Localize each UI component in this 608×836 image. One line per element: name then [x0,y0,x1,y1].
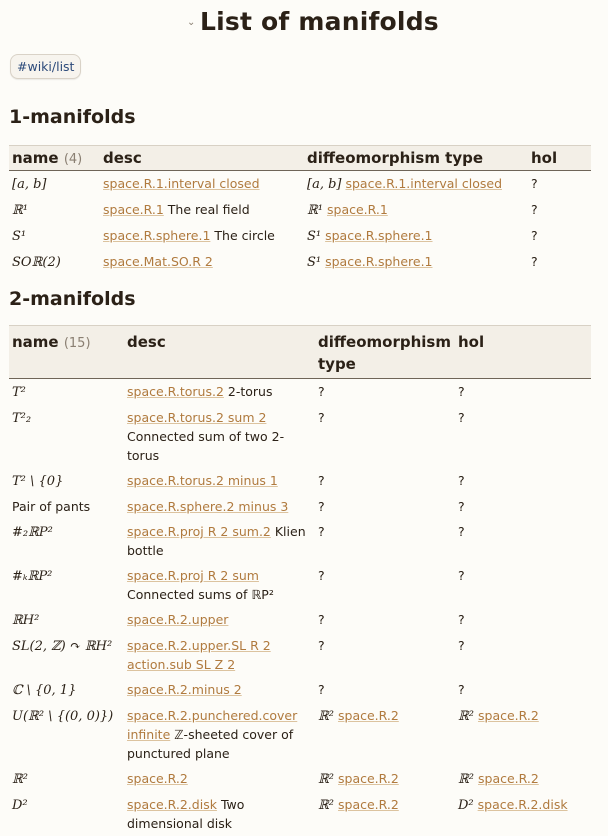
diff-unknown: ? [318,638,325,653]
name-cell [9,494,124,519]
table-2-manifolds [9,325,591,836]
desc-link[interactable]: space.R.1.interval closed [103,176,260,191]
table-1-manifolds [9,145,591,275]
manifold-name: ℝ² [12,772,29,787]
diff-math: [a, b] [307,177,342,192]
manifold-name: T² [12,385,26,400]
diff-link[interactable]: space.R.1 [327,202,388,217]
table-row [9,563,591,607]
table-row [9,494,591,519]
diffeomorphism-cell [315,703,455,766]
desc-text: The real field [167,202,250,217]
hol-value: ? [531,254,538,269]
diff-link[interactable]: space.R.2 [338,708,399,723]
table-row [9,519,591,563]
hol-cell [528,249,591,275]
hol-link[interactable]: space.R.2.disk [477,797,568,812]
col-desc-header[interactable]: desc [124,326,315,379]
diff-unknown: ? [318,473,325,488]
desc-link[interactable]: space.R.torus.2 sum 2 [127,410,267,425]
desc-cell [124,405,315,468]
name-cell [9,677,124,703]
hol-value: ? [458,384,465,399]
diff-link[interactable]: space.R.2 [338,797,399,812]
desc-cell [124,494,315,519]
col-name-header[interactable]: name (4) [9,146,100,171]
hol-cell [455,468,591,494]
desc-text: Connected sums of ℝP² [127,587,274,602]
manifold-name: [a, b] [12,177,47,192]
hol-value: ? [458,473,465,488]
name-cell [9,405,124,468]
diff-math: ℝ¹ [307,203,324,218]
hol-value: ? [458,682,465,697]
diffeomorphism-cell [315,494,455,519]
manifold-name: D² [12,798,28,813]
hol-value: ? [458,499,465,514]
hol-cell [455,379,591,406]
diffeomorphism-cell [304,249,528,275]
diffeomorphism-cell [304,171,528,198]
desc-text: Two dimensional disk [127,797,245,831]
desc-link[interactable]: space.R.sphere.2 minus 3 [127,499,289,514]
table-row [9,223,591,249]
hol-cell [528,171,591,198]
diff-unknown: ? [318,410,325,425]
name-cell [9,792,124,836]
hol-math: ℝ² [458,709,475,724]
row-count: (4) [63,152,83,167]
desc-link[interactable]: space.R.1 [103,202,164,217]
diffeomorphism-cell [315,633,455,677]
hol-value: ? [531,228,538,243]
desc-link[interactable]: space.R.2.punchered.cover infinite [127,708,298,742]
desc-text: ℤ-sheeted cover of punctured plane [127,727,294,761]
diffeomorphism-cell [315,792,455,836]
manifold-name: ℝH² [12,613,40,628]
col-diffeomorphism-header[interactable]: diffeomorphism type [315,326,455,379]
manifold-name: Pair of pants [12,499,91,514]
diffeomorphism-cell [315,607,455,633]
col-diffeomorphism-header[interactable]: diffeomorphism type [304,146,528,171]
col-desc-header[interactable]: desc [100,146,304,171]
hol-value: ? [458,638,465,653]
hol-value: ? [531,202,538,217]
hol-cell [455,563,591,607]
section-heading-2-manifolds: 2-manifolds [9,288,136,310]
table-row [9,171,591,198]
section-heading-1-manifolds: 1-manifolds [9,106,136,128]
desc-text: Connected sum of two 2-torus [127,429,285,463]
desc-cell [124,607,315,633]
desc-cell [100,197,304,223]
hol-value: ? [458,524,465,539]
desc-cell [124,379,315,406]
diffeomorphism-cell [315,379,455,406]
diff-link[interactable]: space.R.sphere.1 [325,228,433,243]
diffeomorphism-cell [315,468,455,494]
manifold-name: U(ℝ² \ {(0, 0)}) [12,709,114,724]
diff-math: S¹ [307,229,322,244]
name-cell [9,703,124,766]
desc-link[interactable]: space.R.2.upper.SL R 2 action.sub SL Z 2 [127,638,271,672]
table-row [9,633,591,677]
table-row [9,703,591,766]
desc-link[interactable]: space.R.torus.2 minus 1 [127,473,278,488]
diffeomorphism-cell [304,223,528,249]
name-cell [9,633,124,677]
hol-cell [455,703,591,766]
col-hol-header[interactable]: hol [528,146,591,171]
diff-unknown: ? [318,524,325,539]
table-row [9,197,591,223]
table-row [9,468,591,494]
desc-link[interactable]: space.R.2.disk [127,797,217,812]
name-cell [9,766,124,792]
desc-cell [100,249,304,275]
desc-link[interactable]: space.R.torus.2 [127,384,224,399]
name-cell [9,563,124,607]
name-cell [9,223,100,249]
hol-value: ? [458,568,465,583]
manifold-name: S¹ [12,229,27,244]
page-title: List of manifolds [200,7,439,36]
desc-cell [124,766,315,792]
hol-cell [455,633,591,677]
diffeomorphism-cell [304,197,528,223]
desc-cell [124,563,315,607]
hol-link[interactable]: space.R.2 [478,708,539,723]
desc-link[interactable]: space.R.proj R 2 sum.2 [127,524,271,539]
diff-link[interactable]: space.R.sphere.1 [325,254,433,269]
manifold-name: ℂ \ {0, 1} [12,683,77,698]
hol-cell [528,197,591,223]
diff-math: ℝ² [318,772,335,787]
desc-text: The circle [214,228,275,243]
desc-cell [124,633,315,677]
hol-value: ? [531,176,538,191]
wiki-list-tag[interactable]: #wiki/list [10,54,81,79]
desc-cell [124,519,315,563]
row-count: (15) [63,336,91,351]
diffeomorphism-cell [315,519,455,563]
hol-value: ? [458,410,465,425]
table-row [9,677,591,703]
hol-cell [455,766,591,792]
manifold-name: SOℝ(2) [12,255,61,270]
name-cell [9,519,124,563]
table-header-row [9,326,591,379]
name-cell [9,607,124,633]
manifold-name: ℝ¹ [12,203,29,218]
desc-cell [124,468,315,494]
hol-cell [528,223,591,249]
manifold-name: SL(2, ℤ) ↷ ℝH² [12,639,113,654]
desc-link[interactable]: space.Mat.SO.R 2 [103,254,213,269]
desc-cell [124,703,315,766]
diff-link[interactable]: space.R.1.interval closed [345,176,503,191]
diff-math: S¹ [307,255,322,270]
hol-link[interactable]: space.R.2 [478,771,539,786]
diff-unknown: ? [318,612,325,627]
hol-cell [455,405,591,468]
hol-math: ℝ² [458,772,475,787]
table-header-row [9,146,591,171]
hol-value: ? [458,612,465,627]
diffeomorphism-cell [315,405,455,468]
diff-math: ℝ² [318,798,335,813]
desc-link[interactable]: space.R.2.minus 2 [127,682,242,697]
name-cell [9,379,124,406]
diff-link[interactable]: space.R.2 [338,771,399,786]
desc-cell [100,223,304,249]
diff-math: ℝ² [318,709,335,724]
hol-cell [455,519,591,563]
desc-link[interactable]: space.R.2.upper [127,612,229,627]
hol-cell [455,792,591,836]
manifold-name: T²₂ [12,411,32,426]
table-row [9,379,591,406]
desc-link[interactable]: space.R.proj R 2 sum [127,568,259,583]
hol-cell [455,494,591,519]
name-cell [9,171,100,198]
manifold-name: #₂ℝP² [12,525,53,540]
name-cell [9,197,100,223]
desc-text: Klien bottle [127,524,306,558]
table-row [9,405,591,468]
hol-cell [455,607,591,633]
col-hol-header[interactable]: hol [455,326,591,379]
diff-unknown: ? [318,568,325,583]
diff-unknown: ? [318,384,325,399]
hol-math: D² [458,798,474,813]
table-row [9,607,591,633]
table-row [9,766,591,792]
title-row [0,0,608,52]
hol-cell [455,677,591,703]
diff-unknown: ? [318,682,325,697]
col-name-header[interactable]: name (15) [9,326,124,379]
desc-cell [100,171,304,198]
desc-cell [124,792,315,836]
desc-cell [124,677,315,703]
name-cell [9,249,100,275]
desc-text: 2-torus [227,384,273,399]
manifold-name: T² \ {0} [12,474,64,489]
desc-link[interactable]: space.R.2 [127,771,188,786]
table-row [9,792,591,836]
collapse-chevron-icon[interactable]: ⌄ [187,17,196,28]
desc-link[interactable]: space.R.sphere.1 [103,228,211,243]
diffeomorphism-cell [315,563,455,607]
diffeomorphism-cell [315,677,455,703]
diffeomorphism-cell [315,766,455,792]
name-cell [9,468,124,494]
diff-unknown: ? [318,499,325,514]
table-row [9,249,591,275]
manifold-name: #ₖℝP² [12,569,53,584]
